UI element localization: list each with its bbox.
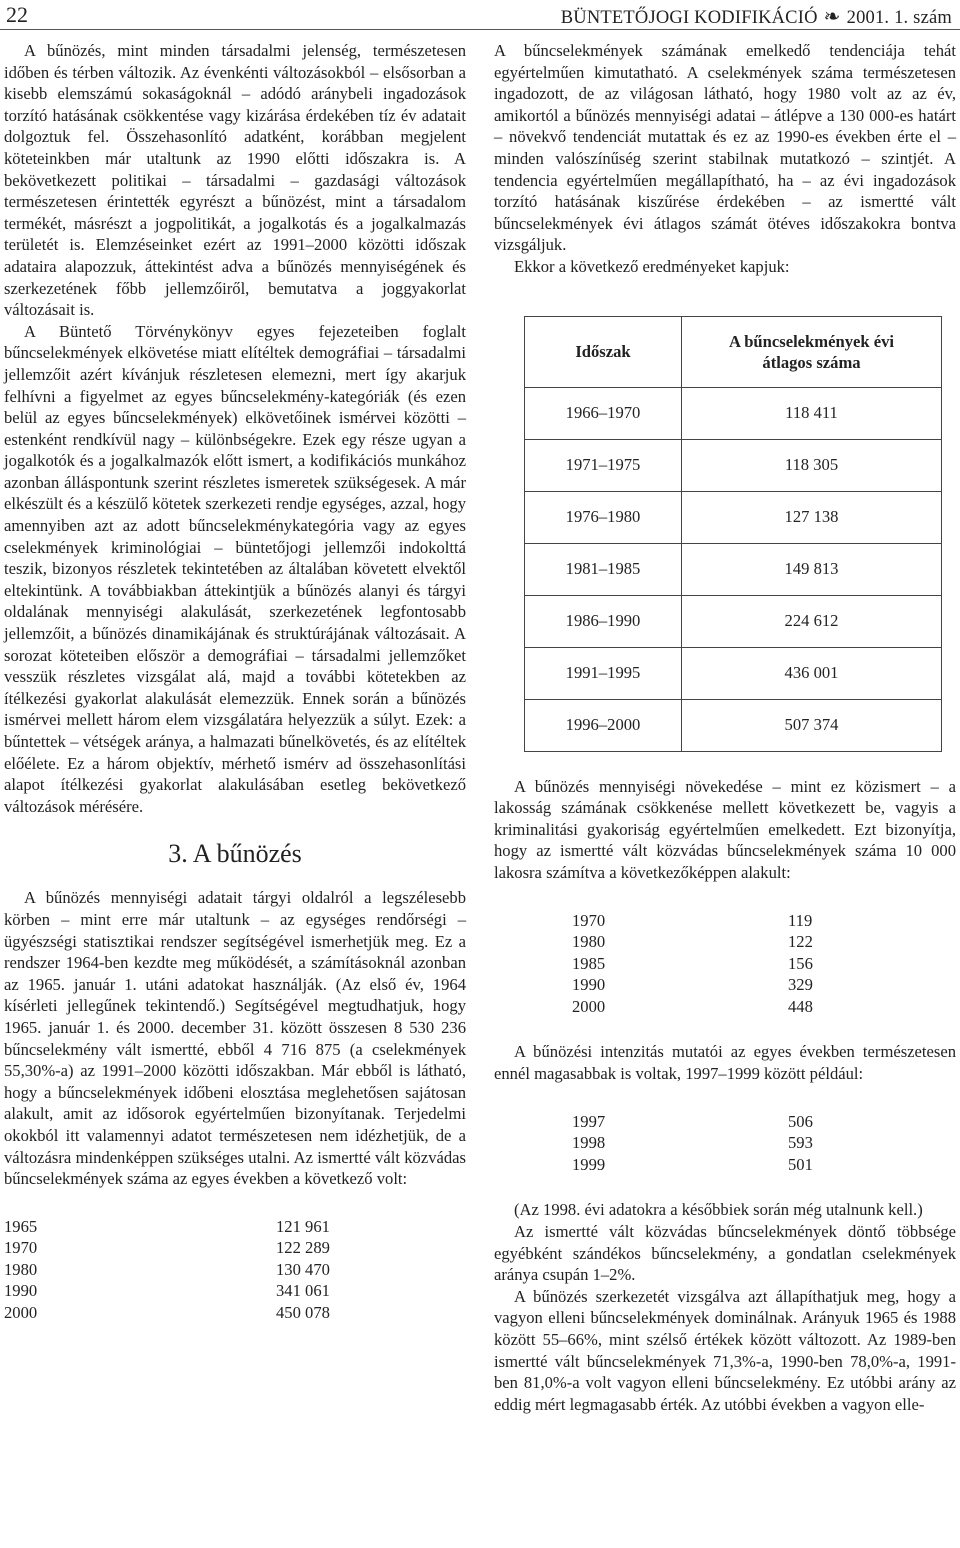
list-item: 1965 121 961	[4, 1216, 330, 1236]
list-item: 1997 506	[572, 1111, 813, 1131]
table-row: 1971–1975 118 305	[525, 439, 942, 491]
left-paragraph-2: A Büntető Törvénykönyv egyes fejezeteiben foglalt bűncselekmények elkövetése miatt elítéltek demográfiai – társadalmi jellemzőit azért kívánjuk részletesen elemezni, mert így akarjuk felhívni a figyelmet az egyes bűncselekmény-kategóriák (és ezen belül az egyes bűncselekmények) elkövetőinek ismérvei közötti – estenként rendkívül nagy – különbségekre. Ezek egy része ugyan a jogalkotók és a jogalkalmazók előtt ismert, a kodifikációs munkához azonban álláspontunk szerint részletes ismeretek szükségesek. A már elkészült és a készülő kötetek szerkezeti rendje egységes, azzal, hogy amennyiben azt az adott bűncselekménykategória vagy az egyes cselekmények kriminológiai – büntetőjogi jellemzői indokolttá teszik, bizonyos részletek tekintetében az általában követett elvektől eltekintünk. A továbbiakban áttekintjük a bűnözés alanyi és tárgyi oldalának mennyiségi alakulását, szerkezetének legfontosabb jellemzőit, a bűnözés dinamikájának és struktúrájának változásait. A sorozat köteteiben először a demográfiai – társadalmi jellemzőket vesszük részletes vizsgálat alá, majd a további kötetekben az ítélkezési gyakorlat alakulását elemezzük. Ennek során a bűnözés ismérvei mellett három elem vizsgálatára helyezzük a súlyt. Ezek: a bűntettek – vétségek aránya, a halmazati bűnelkövetés, és az elítéltek előélete. Ez a három objektív, mérhető ismérv ad összehasonlítási alapot ítélkezési gyakorlat alakulásában esetleg bekövetkező változások mérésére.	[4, 321, 466, 816]
list-item: 1970 119	[572, 910, 813, 930]
per-10000-list	[572, 910, 956, 1018]
right-paragraph-6: Az ismertté vált közvádas bűncselekmények döntő többsége egyébként szándékos bűncselekmény, a gondatlan cselekmények aránya csupán 1–2%.	[494, 1222, 956, 1285]
right-paragraph-2: Ekkor a következő eredményeket kapjuk:	[514, 256, 790, 276]
left-paragraph-3: A bűnözés mennyiségi adatait tárgyi oldalról a legszélesebb körben – mint erre már utaltunk – az egységes rendőrségi – ügyészségi statisztikai rendszer segítségével ismerhetjük meg. Ez a rendszer 1964-ben kezdte meg működését, a számításoknál azonban az 1965. január 1. utáni adatokat használják. (Az első év, 1964 kísérleti jellegűnek tekintendő.) Segítségével megtudhatjuk, hogy 1965. január 1. és 2000. december 31. között összesen 8 530 236 bűncselekmény vált ismertté, ebből 4 716 875 (a cselekmények 55,30%-a) az 1991–2000 közötti időszakban. Már ebből is látható, hogy a bűncselekmények időbeni elosztása meglehetősen sajátosan alakult, amit az idősorok egyértelműen bizonyítanak. Terjedelmi okokból itt valamennyi adatot természetesen nem idézhetjük, de a változásra mindenképpen szükséges utalni. Az ismertté vált közvádas bűncselekmények száma az egyes években a következő volt:	[4, 888, 466, 1189]
table-header-period: Időszak	[525, 316, 682, 387]
header-rule	[0, 29, 960, 30]
table-row: 1981–1985 149 813	[525, 543, 942, 595]
list-item: 1998 593	[572, 1133, 813, 1153]
section-title: 3. A bűnözés	[168, 839, 302, 869]
right-paragraph-7: A bűnözés szerkezetét vizsgálva azt állapíthatjuk meg, hogy a vagyon elleni bűncselekmények dominálnak. Arányuk 1965 és 1988 között 55–66%, mint szélső értékek között változott. Az 1989-ben ismertté vált bűncselekmények 71,3%-a, 1990-ben 78,0%-a, 1991-ben 81,0%-a volt vagyon elleni bűncselekmény. Ez utóbbi arány az eddig mért legmagasabb érték. Az utóbbi években a vagyon elle-	[494, 1286, 956, 1414]
right-paragraph-3: A bűnözés mennyiségi növekedése – mint ez közismert – a lakosság számának csökkenése mellett következett be, vagyis a kriminalitási gyakoriság egyértelműen emelkedett. Ezt bizonyítja, hogy az ismertté vált közvádas bűncselekmények száma 10 000 lakosra számítva a következőképpen alakult:	[494, 776, 956, 882]
ornament-icon: ❧	[823, 6, 841, 28]
list-item: 1980 122	[572, 932, 813, 952]
list-item: 1970 122 289	[4, 1238, 330, 1258]
table-header-average: A bűncselekmények évi átlagos száma	[682, 316, 942, 387]
page-header	[0, 0, 960, 30]
list-item: 1990 329	[572, 975, 813, 995]
table-row: 1996–2000 507 374	[525, 699, 942, 751]
journal-title	[561, 4, 952, 29]
list-item: 2000 450 078	[4, 1303, 330, 1323]
period-average-table	[524, 316, 942, 752]
left-paragraph-1: A bűnözés, mint minden társadalmi jelenség, természetesen időben és térben változik. Az évenkénti változásokból – elsősorban a kisebb elemszámú sokaságoknál – adódó aránybeli ingadozások torzító hatásának csökkentése vagy kizárása érdekében tíz év adatait dolgoztuk fel. Összehasonlító adatként, korábban megjelent köteteinkben már utaltunk az 1990 előtti időszakra is. A bekövetkezett politikai – társadalmi – gazdasági változások természetesen érintették egyrészt a bűnözést, mint a társadalom termékét, másrészt a jogpolitikát, a jogalkotás és a jogalkalmazás területét is. Elemzéseinket ezért az 1991–2000 közötti időszak adataira alapozzuk, áttekintést adva a bűnözés mennyiségének és szerkezetének főbb jellemzőiről, bemutatva a joggyakorlat változásait is.	[4, 41, 466, 320]
table-row: 1986–1990 224 612	[525, 595, 942, 647]
right-paragraph-1: A bűncselekmények számának emelkedő tendenciája tehát egyértelműen kimutatható. A cselekmények száma természetesen ingadozott, de az világosan látható, hogy 1980 volt az az év, amikortól a bűnözés mennyiségi adatai – átlépve a 130 000-es határt – növekvő tendenciát mutattak és ez az 1990-es években érte el – minden valószínűség szerint stabilnak mutatkozó – szintjét. A tendencia egyértelműen megállapítható, ha – az évi ingadozások torzító hatásának kiszűrése érdekében – az ismertté vált bűncselekmények évi átlagos számát ötéves időszakokra bontva vizsgáljuk.	[494, 41, 956, 255]
yearly-crime-list	[4, 1216, 466, 1324]
intensity-list	[572, 1111, 956, 1176]
table-row: 1991–1995 436 001	[525, 647, 942, 699]
table-header-row	[525, 316, 942, 387]
list-item: 1985 156	[572, 953, 813, 973]
journal-issue: 2001. 1. szám	[846, 8, 952, 28]
list-item: 1990 341 061	[4, 1281, 330, 1301]
list-item: 1999 501	[572, 1154, 813, 1174]
list-item: 1980 130 470	[4, 1259, 330, 1279]
table-row: 1966–1970 118 411	[525, 387, 942, 439]
page-number: 22	[6, 2, 28, 27]
right-paragraph-5: (Az 1998. évi adatokra a későbbiek során még utalnunk kell.)	[514, 1200, 923, 1220]
table-row: 1976–1980 127 138	[525, 491, 942, 543]
list-item: 2000 448	[572, 996, 813, 1016]
journal-name: BÜNTETŐJOGI KODIFIKÁCIÓ	[560, 8, 818, 28]
left-column	[4, 40, 466, 1324]
right-column	[494, 40, 956, 1415]
right-paragraph-4: A bűnözési intenzitás mutatói az egyes években természetesen ennél magasabbak is voltak, 1997–1999 között például:	[494, 1042, 956, 1084]
